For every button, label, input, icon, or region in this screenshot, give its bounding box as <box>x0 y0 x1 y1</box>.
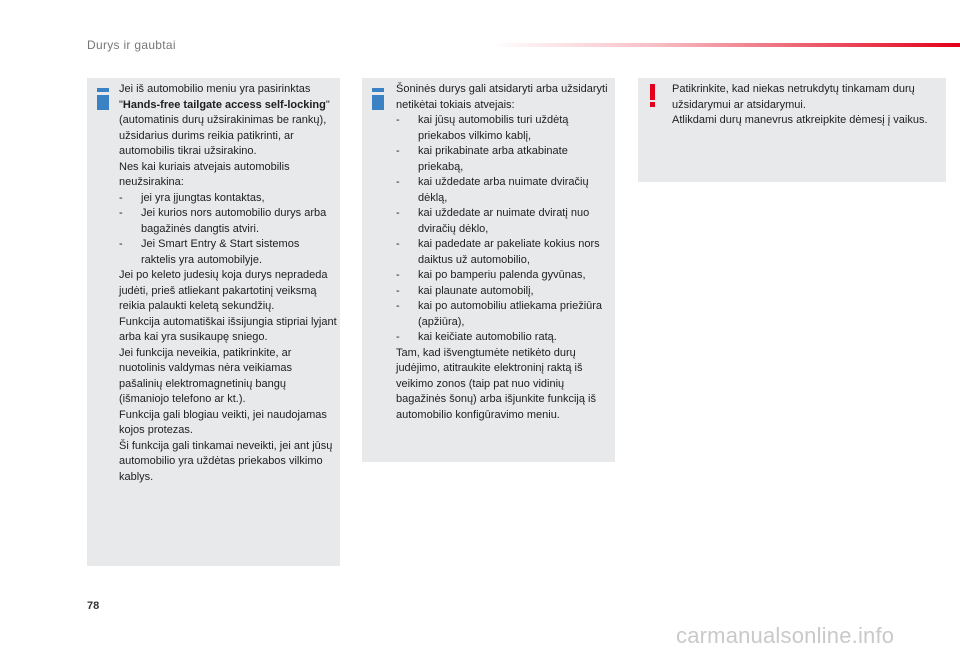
paragraph: Ši funkcija gali tinkamai neveikti, jei ant jūsų automobilio yra uždėtas priekabos vilkimo kablys. <box>119 439 333 483</box>
intro-paragraph: Jei iš automobilio meniu yra pasirinktas "Hands-free tailgate access self-locking" (automatinis durų užsirakinimas be rankų), užsidarius durims reikia patikrinti, ar automobilis tikrai užsirakino. <box>119 83 330 157</box>
paragraph: Patikrinkite, kad niekas netrukdytų tinkamam durų užsidarymui ar atsidarymui. <box>672 83 915 111</box>
header-accent-bar <box>490 43 960 47</box>
section-title: Durys ir gaubtai <box>87 38 176 52</box>
outro-paragraph: Tam, kad išvengtumėte netikėto durų judėjimo, atitraukite elektroninį raktą iš veikimo zonos (taip pat nuo vidinių bagažinės šonų) arba išjunkite funkciją iš automobilio konfigūravimo meniu. <box>396 346 596 421</box>
list-item: - Jei Smart Entry & Start sistemos raktelis yra automobilyje. <box>119 238 300 266</box>
paragraph: Funkcija gali blogiau veikti, jei naudojamas kojos protezas. <box>119 408 327 436</box>
list-item: - kai padedate ar pakeliate kokius nors daiktus už automobilio, <box>396 238 600 266</box>
warning-box-text <box>672 82 942 129</box>
paragraph: Jei funkcija neveikia, patikrinkite, ar nuotolinis valdymas nėra veikiamas pašalinių elektromagnetinių bangų (išmaniojo telefono ar kt.). <box>119 346 293 405</box>
list-item: - kai uždedate ar nuimate dviratį nuo dviračių dėklo, <box>396 207 590 235</box>
list-item: - jei yra įjungtas kontaktas, <box>119 191 265 204</box>
info-icon <box>372 88 384 110</box>
info-box-side-doors <box>362 78 615 462</box>
intro-paragraph: Šoninės durys gali atsidaryti arba užsidaryti netikėtai tokiais atvejais: <box>396 83 608 111</box>
paragraph: Funkcija automatiškai išsijungia stipriai lyjant arba kai yra susikaupę sniego. <box>119 315 337 343</box>
info-icon <box>97 88 109 110</box>
warning-icon <box>647 84 657 108</box>
page-number: 78 <box>87 600 100 612</box>
list-item: - kai uždedate arba nuimate dviračių dėklą, <box>396 176 589 204</box>
info-box-hands-free <box>87 78 340 566</box>
paragraph: Atlikdami durų manevrus atkreipkite dėmesį į vaikus. <box>672 114 928 126</box>
info-box-text <box>119 82 337 485</box>
watermark: carmanualsonline.info <box>676 623 895 648</box>
warning-box <box>638 78 946 182</box>
paragraph: Jei po keleto judesių koja durys nepradeda judėti, prieš atliekant pakartotinį veiksmą reikia palaukti keletą sekundžių. <box>119 269 328 312</box>
list-item: - kai prikabinate arba atkabinate priekabą, <box>396 145 568 173</box>
list-item: - kai po automobiliu atliekama priežiūra (apžiūra), <box>396 300 603 328</box>
list-item: - Jei kurios nors automobilio durys arba bagažinės dangtis atviri. <box>119 207 327 235</box>
list-item: - kai jūsų automobilis turi uždėtą priekabos vilkimo kablį, <box>396 114 569 142</box>
list-item: - kai plaunate automobilį, <box>396 284 534 297</box>
info-box-text <box>396 82 612 423</box>
list-item: - kai po bamperiu palenda gyvūnas, <box>396 269 586 281</box>
cases-intro: Nes kai kuriais atvejais automobilis neužsirakina: <box>119 160 290 188</box>
function-name: Hands-free tailgate access self-locking <box>122 98 326 111</box>
list-item: - kai keičiate automobilio ratą. <box>396 331 557 343</box>
